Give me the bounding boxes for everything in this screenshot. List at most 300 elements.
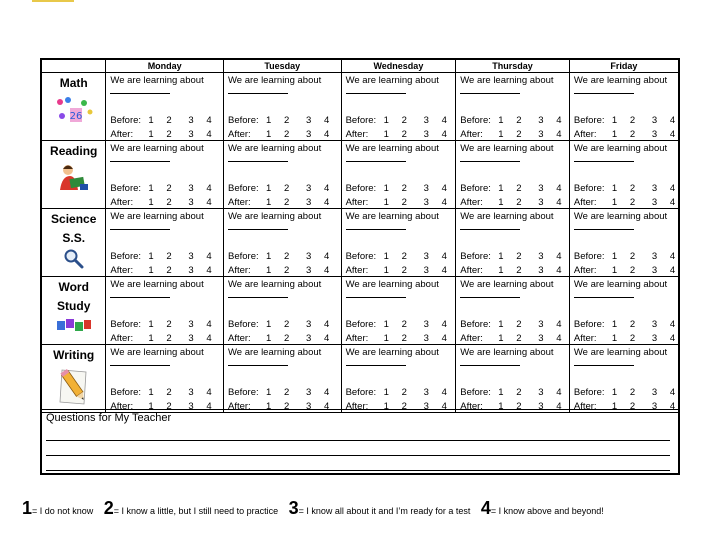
rating-3[interactable]: 3: [423, 129, 429, 140]
rating-1[interactable]: 1: [611, 265, 618, 276]
rating-2[interactable]: 2: [516, 387, 522, 398]
legend-text: = I know a little, but I still need to practice: [113, 506, 279, 516]
rating-1[interactable]: 1: [498, 129, 504, 140]
rating-4[interactable]: 4: [323, 319, 330, 330]
rating-3[interactable]: 3: [651, 387, 658, 398]
rating-4[interactable]: 4: [206, 183, 212, 194]
rating-3[interactable]: 3: [188, 183, 194, 194]
learning-prompt: We are learning about: [227, 279, 322, 290]
rating-4[interactable]: 4: [669, 115, 676, 126]
rating-1[interactable]: 1: [611, 333, 618, 344]
rating-3[interactable]: 3: [423, 387, 429, 398]
rating-1[interactable]: 1: [498, 197, 504, 208]
rating-2[interactable]: 2: [629, 333, 636, 344]
after-label: After:: [110, 401, 134, 412]
rating-2[interactable]: 2: [283, 387, 290, 398]
answer-blank[interactable]: [346, 365, 406, 366]
cell-science-monday[interactable]: [106, 209, 224, 277]
answer-blank[interactable]: [346, 297, 406, 298]
rating-2[interactable]: 2: [401, 115, 407, 126]
rating-1[interactable]: 1: [383, 265, 389, 276]
rating-3[interactable]: 3: [305, 401, 312, 412]
rating-1[interactable]: 1: [611, 401, 618, 412]
rating-1[interactable]: 1: [265, 197, 272, 208]
rating-2[interactable]: 2: [401, 129, 407, 140]
answer-blank[interactable]: [110, 297, 170, 298]
cell-science-tuesday[interactable]: [223, 209, 341, 277]
rating-3[interactable]: 3: [188, 265, 194, 276]
rating-1[interactable]: 1: [498, 319, 504, 330]
rating-3[interactable]: 3: [188, 387, 194, 398]
cell-word-study-thursday[interactable]: [456, 277, 570, 345]
rating-3[interactable]: 3: [188, 401, 194, 412]
rating-2[interactable]: 2: [629, 115, 636, 126]
rating-2[interactable]: 2: [516, 129, 522, 140]
rating-3[interactable]: 3: [538, 319, 544, 330]
rating-1[interactable]: 1: [265, 129, 272, 140]
rating-3[interactable]: 3: [305, 387, 312, 398]
answer-blank[interactable]: [228, 229, 288, 230]
rating-4[interactable]: 4: [556, 197, 562, 208]
rating-4[interactable]: 4: [556, 265, 562, 276]
cell-reading-monday[interactable]: [106, 141, 224, 209]
rating-2[interactable]: 2: [629, 197, 636, 208]
rating-3[interactable]: 3: [305, 115, 312, 126]
subject-name: Math: [59, 76, 88, 90]
rating-2[interactable]: 2: [166, 319, 172, 330]
cell-science-friday[interactable]: [569, 209, 678, 277]
rating-2[interactable]: 2: [516, 401, 522, 412]
rating-4[interactable]: 4: [556, 387, 562, 398]
rating-1[interactable]: 1: [148, 251, 154, 262]
question-line[interactable]: [46, 470, 670, 471]
cell-math-friday[interactable]: [569, 73, 678, 141]
rating-1[interactable]: 1: [383, 333, 389, 344]
rating-2[interactable]: 2: [166, 387, 172, 398]
rating-2[interactable]: 2: [629, 387, 636, 398]
rating-4[interactable]: 4: [556, 251, 562, 262]
rating-2[interactable]: 2: [283, 115, 290, 126]
rating-2[interactable]: 2: [166, 129, 172, 140]
rating-2[interactable]: 2: [401, 251, 407, 262]
rating-1[interactable]: 1: [383, 115, 389, 126]
rating-4[interactable]: 4: [669, 197, 676, 208]
answer-blank[interactable]: [346, 229, 406, 230]
rating-1[interactable]: 1: [611, 251, 618, 262]
rating-4[interactable]: 4: [323, 183, 330, 194]
learning-prompt: We are learning about: [227, 75, 322, 86]
rating-4[interactable]: 4: [206, 251, 212, 262]
rating-3[interactable]: 3: [651, 183, 658, 194]
rating-2[interactable]: 2: [516, 333, 522, 344]
rating-4[interactable]: 4: [206, 387, 212, 398]
answer-blank[interactable]: [228, 93, 288, 94]
answer-blank[interactable]: [574, 161, 634, 162]
rating-3[interactable]: 3: [651, 333, 658, 344]
rating-2[interactable]: 2: [516, 183, 522, 194]
rating-1[interactable]: 1: [148, 115, 154, 126]
rating-2[interactable]: 2: [401, 183, 407, 194]
rating-3[interactable]: 3: [423, 251, 429, 262]
rating-3[interactable]: 3: [305, 265, 312, 276]
rating-3[interactable]: 3: [188, 197, 194, 208]
rating-2[interactable]: 2: [166, 251, 172, 262]
rating-3[interactable]: 3: [538, 333, 544, 344]
rating-3[interactable]: 3: [305, 251, 312, 262]
after-label: After:: [573, 129, 597, 140]
rating-3[interactable]: 3: [188, 251, 194, 262]
after-label: After:: [573, 265, 597, 276]
rating-4[interactable]: 4: [323, 387, 330, 398]
legend-item-2: [104, 498, 278, 519]
subject-row-science: [42, 209, 678, 277]
rating-2[interactable]: 2: [401, 319, 407, 330]
rating-2[interactable]: 2: [516, 197, 522, 208]
answer-blank[interactable]: [228, 297, 288, 298]
rating-1[interactable]: 1: [383, 197, 389, 208]
rating-3[interactable]: 3: [651, 115, 658, 126]
rating-4[interactable]: 4: [441, 401, 447, 412]
rating-2[interactable]: 2: [516, 251, 522, 262]
rating-4[interactable]: 4: [669, 387, 676, 398]
after-label: After:: [460, 333, 483, 344]
rating-2[interactable]: 2: [283, 401, 290, 412]
rating-1[interactable]: 1: [383, 387, 389, 398]
rating-3[interactable]: 3: [538, 401, 544, 412]
answer-blank[interactable]: [574, 93, 634, 94]
questions-title: Questions for My Teacher: [46, 412, 172, 424]
rating-3[interactable]: 3: [305, 319, 312, 330]
rating-2[interactable]: 2: [629, 401, 636, 412]
before-label: Before:: [345, 115, 377, 126]
answer-blank[interactable]: [574, 365, 634, 366]
rating-4[interactable]: 4: [441, 333, 447, 344]
rating-4[interactable]: 4: [669, 265, 676, 276]
learning-prompt: We are learning about: [460, 211, 554, 222]
rating-4[interactable]: 4: [206, 319, 212, 330]
rating-4[interactable]: 4: [441, 115, 447, 126]
subject-name: Reading: [50, 144, 98, 158]
rating-2[interactable]: 2: [283, 183, 290, 194]
rating-2[interactable]: 2: [629, 265, 636, 276]
rating-1[interactable]: 1: [383, 319, 389, 330]
rating-3[interactable]: 3: [538, 251, 544, 262]
learning-prompt: We are learning about: [110, 211, 204, 222]
rating-3[interactable]: 3: [188, 115, 194, 126]
rating-2[interactable]: 2: [401, 333, 407, 344]
rating-1[interactable]: 1: [611, 197, 618, 208]
rating-3[interactable]: 3: [538, 115, 544, 126]
rating-3[interactable]: 3: [423, 183, 429, 194]
rating-4[interactable]: 4: [669, 333, 676, 344]
subject-word-study: [42, 277, 106, 345]
rating-1[interactable]: 1: [265, 333, 272, 344]
answer-blank[interactable]: [110, 93, 170, 94]
rating-3[interactable]: 3: [305, 333, 312, 344]
rating-2[interactable]: 2: [629, 183, 636, 194]
rating-3[interactable]: 3: [538, 183, 544, 194]
rating-3[interactable]: 3: [423, 401, 429, 412]
cell-reading-friday[interactable]: [569, 141, 678, 209]
day-monday: Monday: [106, 60, 224, 73]
cell-reading-tuesday[interactable]: [223, 141, 341, 209]
rating-4[interactable]: 4: [669, 129, 676, 140]
legend-text: = I know above and beyond!: [490, 506, 604, 516]
cell-word-study-friday[interactable]: [569, 277, 678, 345]
before-label: Before:: [227, 387, 259, 398]
answer-blank[interactable]: [110, 365, 170, 366]
answer-blank[interactable]: [110, 229, 170, 230]
rating-4[interactable]: 4: [441, 265, 447, 276]
rating-2[interactable]: 2: [283, 319, 290, 330]
rating-2[interactable]: 2: [629, 129, 636, 140]
cell-writing-tuesday[interactable]: [223, 345, 341, 413]
before-label: Before:: [110, 319, 142, 330]
answer-blank[interactable]: [346, 161, 406, 162]
rating-2[interactable]: 2: [283, 251, 290, 262]
rating-3[interactable]: 3: [651, 197, 658, 208]
after-label: After:: [345, 401, 369, 412]
rating-4[interactable]: 4: [206, 333, 212, 344]
subject-name-line-2: S.S.: [62, 231, 86, 245]
rating-2[interactable]: 2: [166, 183, 172, 194]
rating-4[interactable]: 4: [556, 333, 562, 344]
rating-4[interactable]: 4: [206, 401, 212, 412]
rating-1[interactable]: 1: [498, 333, 504, 344]
rating-3[interactable]: 3: [538, 129, 544, 140]
rating-4[interactable]: 4: [206, 265, 212, 276]
cell-reading-wednesday[interactable]: [341, 141, 456, 209]
subject-math: [42, 73, 106, 141]
answer-blank[interactable]: [460, 297, 520, 298]
rating-4[interactable]: 4: [556, 401, 562, 412]
rating-4[interactable]: 4: [669, 401, 676, 412]
rating-3[interactable]: 3: [305, 183, 312, 194]
rating-1[interactable]: 1: [611, 129, 618, 140]
after-label: After:: [227, 401, 251, 412]
answer-blank[interactable]: [460, 93, 520, 94]
rating-1[interactable]: 1: [265, 265, 272, 276]
subject-name-line-1: Science: [51, 212, 97, 226]
answer-blank[interactable]: [110, 161, 170, 162]
rating-2[interactable]: 2: [516, 115, 522, 126]
rating-2[interactable]: 2: [401, 265, 407, 276]
rating-4[interactable]: 4: [669, 319, 676, 330]
before-label: Before:: [460, 183, 491, 194]
rating-1[interactable]: 1: [148, 129, 154, 140]
rating-4[interactable]: 4: [441, 251, 447, 262]
rating-3[interactable]: 3: [651, 251, 658, 262]
rating-2[interactable]: 2: [629, 251, 636, 262]
rating-1[interactable]: 1: [265, 319, 272, 330]
rating-2[interactable]: 2: [516, 265, 522, 276]
cell-math-monday[interactable]: [106, 73, 224, 141]
before-label: Before:: [227, 319, 259, 330]
rating-1[interactable]: 1: [611, 183, 618, 194]
rating-3[interactable]: 3: [651, 401, 658, 412]
answer-blank[interactable]: [460, 365, 520, 366]
answer-blank[interactable]: [228, 365, 288, 366]
cell-math-thursday[interactable]: [456, 73, 570, 141]
rating-2[interactable]: 2: [401, 401, 407, 412]
cell-science-thursday[interactable]: [456, 209, 570, 277]
rating-2[interactable]: 2: [283, 265, 290, 276]
before-label: Before:: [227, 183, 259, 194]
legend-number: 1: [22, 498, 33, 518]
rating-4[interactable]: 4: [441, 183, 447, 194]
learning-prompt: We are learning about: [345, 75, 439, 86]
rating-2[interactable]: 2: [516, 319, 522, 330]
before-label: Before:: [460, 251, 491, 262]
rating-3[interactable]: 3: [423, 197, 429, 208]
rating-2[interactable]: 2: [166, 115, 172, 126]
rating-3[interactable]: 3: [538, 387, 544, 398]
rating-2[interactable]: 2: [629, 319, 636, 330]
rating-1[interactable]: 1: [148, 197, 154, 208]
rating-4[interactable]: 4: [669, 183, 676, 194]
rating-1[interactable]: 1: [383, 183, 389, 194]
rating-3[interactable]: 3: [188, 129, 194, 140]
rating-3[interactable]: 3: [651, 319, 658, 330]
cell-writing-friday[interactable]: [569, 345, 678, 413]
rating-1[interactable]: 1: [498, 251, 504, 262]
rating-1[interactable]: 1: [265, 183, 272, 194]
answer-blank[interactable]: [460, 161, 520, 162]
rating-1[interactable]: 1: [498, 265, 504, 276]
cell-writing-monday[interactable]: [106, 345, 224, 413]
rating-1[interactable]: 1: [148, 401, 154, 412]
rating-1[interactable]: 1: [611, 319, 618, 330]
subject-row-writing: [42, 345, 678, 413]
rating-1[interactable]: 1: [148, 183, 154, 194]
rating-1[interactable]: 1: [383, 129, 389, 140]
learning-prompt: We are learning about: [345, 211, 439, 222]
rating-3[interactable]: 3: [651, 265, 658, 276]
rating-3[interactable]: 3: [538, 197, 544, 208]
rating-2[interactable]: 2: [166, 197, 172, 208]
rating-3[interactable]: 3: [423, 319, 429, 330]
after-label: After:: [110, 265, 134, 276]
rating-1[interactable]: 1: [265, 251, 272, 262]
rating-3[interactable]: 3: [651, 129, 658, 140]
rating-4[interactable]: 4: [323, 115, 330, 126]
cell-math-wednesday[interactable]: [341, 73, 456, 141]
rating-1[interactable]: 1: [265, 115, 272, 126]
rating-1[interactable]: 1: [498, 115, 504, 126]
day-thursday: Thursday: [456, 60, 570, 73]
after-label: After:: [227, 333, 251, 344]
rating-3[interactable]: 3: [538, 265, 544, 276]
after-label: After:: [345, 265, 369, 276]
cell-writing-wednesday[interactable]: [341, 345, 456, 413]
learning-prompt: We are learning about: [573, 347, 668, 358]
legend-text: = I know all about it and I’m ready for a test: [298, 506, 471, 516]
rating-4[interactable]: 4: [441, 129, 447, 140]
rating-legend: [22, 498, 712, 522]
rating-1[interactable]: 1: [498, 183, 504, 194]
rating-2[interactable]: 2: [283, 197, 290, 208]
after-label: After:: [227, 129, 251, 140]
math-numbers-icon: [54, 94, 94, 126]
after-label: After:: [573, 197, 597, 208]
rating-1[interactable]: 1: [383, 251, 389, 262]
rating-1[interactable]: 1: [148, 265, 154, 276]
rating-1[interactable]: 1: [148, 333, 154, 344]
rating-4[interactable]: 4: [556, 129, 562, 140]
rating-4[interactable]: 4: [556, 183, 562, 194]
learning-prompt: We are learning about: [227, 211, 322, 222]
rating-4[interactable]: 4: [206, 129, 212, 140]
rating-1[interactable]: 1: [148, 387, 154, 398]
rating-4[interactable]: 4: [556, 319, 562, 330]
rating-1[interactable]: 1: [611, 387, 618, 398]
cell-reading-thursday[interactable]: [456, 141, 570, 209]
rating-4[interactable]: 4: [323, 129, 330, 140]
rating-4[interactable]: 4: [556, 115, 562, 126]
rating-1[interactable]: 1: [498, 401, 504, 412]
rating-4[interactable]: 4: [323, 401, 330, 412]
rating-1[interactable]: 1: [265, 401, 272, 412]
answer-blank[interactable]: [574, 229, 634, 230]
rating-4[interactable]: 4: [441, 197, 447, 208]
rating-4[interactable]: 4: [669, 251, 676, 262]
rating-2[interactable]: 2: [283, 129, 290, 140]
rating-1[interactable]: 1: [498, 387, 504, 398]
rating-2[interactable]: 2: [401, 197, 407, 208]
rating-3[interactable]: 3: [305, 197, 312, 208]
subject-row-math: [42, 73, 678, 141]
answer-blank[interactable]: [574, 297, 634, 298]
rating-3[interactable]: 3: [305, 129, 312, 140]
rating-3[interactable]: 3: [423, 333, 429, 344]
cell-word-study-monday[interactable]: [106, 277, 224, 345]
rating-4[interactable]: 4: [206, 197, 212, 208]
questions-section: [42, 409, 678, 474]
cell-writing-thursday[interactable]: [456, 345, 570, 413]
rating-3[interactable]: 3: [188, 319, 194, 330]
cell-math-tuesday[interactable]: [223, 73, 341, 141]
answer-blank[interactable]: [460, 229, 520, 230]
rating-4[interactable]: 4: [323, 333, 330, 344]
rating-1[interactable]: 1: [148, 319, 154, 330]
cell-word-study-tuesday[interactable]: [223, 277, 341, 345]
rating-2[interactable]: 2: [166, 265, 172, 276]
after-label: After:: [460, 129, 483, 140]
rating-4[interactable]: 4: [323, 265, 330, 276]
answer-blank[interactable]: [228, 161, 288, 162]
rating-1[interactable]: 1: [265, 387, 272, 398]
rating-3[interactable]: 3: [423, 115, 429, 126]
answer-blank[interactable]: [346, 93, 406, 94]
cell-science-wednesday[interactable]: [341, 209, 456, 277]
rating-1[interactable]: 1: [611, 115, 618, 126]
rating-2[interactable]: 2: [283, 333, 290, 344]
question-line[interactable]: [46, 440, 670, 441]
cell-word-study-wednesday[interactable]: [341, 277, 456, 345]
rating-4[interactable]: 4: [441, 319, 447, 330]
rating-4[interactable]: 4: [206, 115, 212, 126]
question-line[interactable]: [46, 455, 670, 456]
rating-3[interactable]: 3: [423, 265, 429, 276]
rating-2[interactable]: 2: [166, 401, 172, 412]
rating-4[interactable]: 4: [323, 251, 330, 262]
rating-4[interactable]: 4: [441, 387, 447, 398]
rating-4[interactable]: 4: [323, 197, 330, 208]
rating-1[interactable]: 1: [383, 401, 389, 412]
rating-2[interactable]: 2: [401, 387, 407, 398]
rating-3[interactable]: 3: [188, 333, 194, 344]
rating-2[interactable]: 2: [166, 333, 172, 344]
